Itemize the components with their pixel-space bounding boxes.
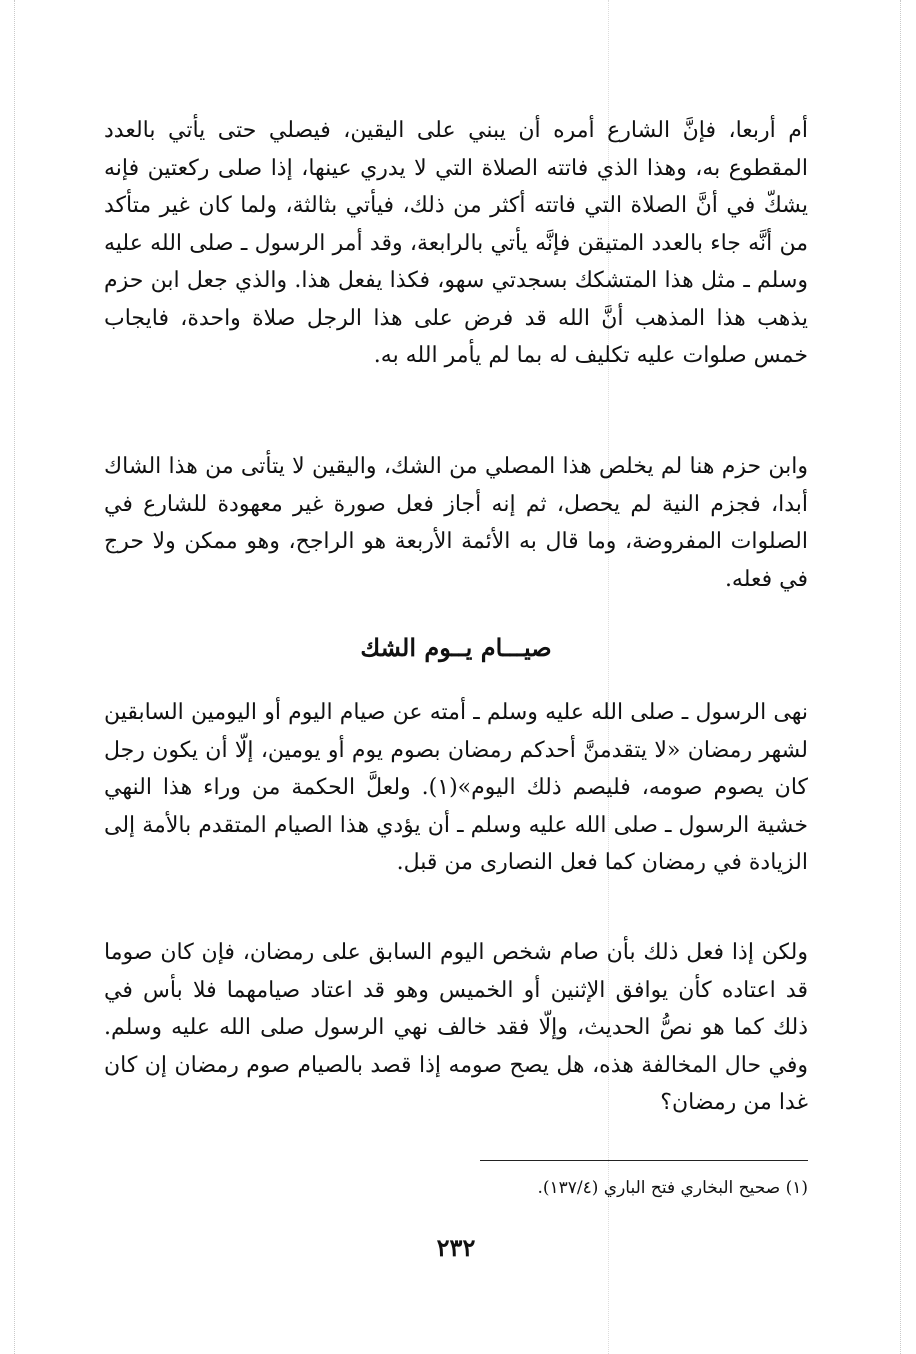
paragraph-4: ولكن إذا فعل ذلك بأن صام شخص اليوم السابق على رمضان، فإن كان صوما قد اعتاده كأن يوافق الإثنين أو الخميس وهو قد اعتاد صيامهما فلا بأس في ذلك كما هو نصُّ الحديث، وإلّا فقد خالف نهي الرسول صلى الله عليه وسلم. وفي حال المخالفة هذه، هل يصح صومه إذا قصد بالصيام صوم رمضان إن كان غدا من رمضان؟ — [104, 940, 809, 1115]
footnote-separator — [480, 1160, 808, 1161]
section-heading: صيـــام يــوم الشك — [360, 633, 552, 662]
scan-guide-line — [14, 0, 15, 1354]
footnote: (١) صحيح البخاري فتح الباري (١٣٧/٤). — [537, 1178, 808, 1198]
paragraph-2: وابن حزم هنا لم يخلص هذا المصلي من الشك، واليقين لا يتأتى من هذا الشاك أبدا، فجزم النية لم يحصل، ثم إنه أجاز فعل صورة غير معهودة للشارع في الصلوات المفروضة، وما قال به الأئمة الأربعة هو الراجح، وهو ممكن ولا حرج في فعله. — [104, 454, 809, 592]
scan-guide-line — [900, 0, 901, 1354]
paragraph-3: نهى الرسول ـ صلى الله عليه وسلم ـ أمته عن صيام اليوم أو اليومين السابقين لشهر رمضان «لا يتقدمنَّ أحدكم رمضان بصوم يوم أو يومين، إلّا أن يكون رجل كان يصوم صومه، فليصم ذلك اليوم»(١). ولعلَّ الحكمة من وراء هذا النهي خشية الرسول ـ صلى الله عليه وسلم ـ أن يؤدي هذا الصيام المتقدم بالأمة إلى الزيادة في رمضان كما فعل النصارى من قبل. — [104, 700, 808, 875]
paragraph-1: أم أربعا، فإنَّ الشارع أمره أن يبني على اليقين، فيصلي حتى يأتي بالعدد المقطوع به، وهذا الذي فاتته الصلاة التي لا يدري عينها، إذا صلى ركعتين فإنه يشكّ في أنَّ الصلاة التي فاتته أكثر من ذلك، فيأتي بثالثة، ولما كان غير متأكد من أنَّه جاء بالعدد المتيقن فإنَّه يأتي بالرابعة، وقد أمر الرسول ـ صلى الله عليه وسلم ـ مثل هذا المتشكك بسجدتي سهو، فكذا يفعل هذا. والذي جعل ابن حزم يذهب هذا المذهب أنَّ الله قد فرض على هذا الرجل صلاة واحدة، فايجاب خمس صلوات عليه تكليف له بما لم يأمر الله به. — [104, 118, 808, 368]
page-number: ٢٣٢ — [436, 1233, 476, 1262]
